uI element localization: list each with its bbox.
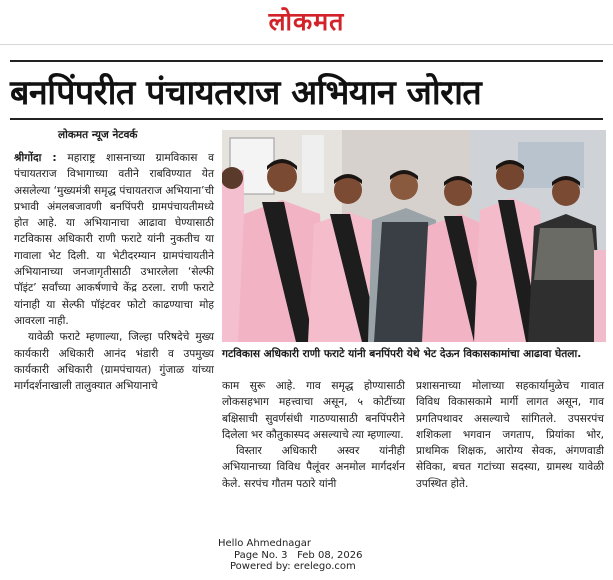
paragraph-text: महाराष्ट्र शासनाच्या ग्रामविकास व पंचायतराज विभागाच्या वतीने राबविण्यात येत असलेल्या ‘मुख्यमंत्री समृद्ध पंचायतराज अभियाना’ची प्रभावी अंमलबजावणी बनपिंपरी ग्रामपंचायतीमध्ये होत आहे. या अभियानाचा आढावा घेण्यासाठी गटविकास अधिकारी राणी फराटे यांनी नुकतीच या गावाला भेट दिली. या भेटीदरम्यान ग्रामपंचायतीने अभियानाच्या जनजागृतीसाठी उभारलेला ‘सेल्फी पॉइंट’ सर्वांच्या आकर्षणाचे केंद्र ठरला. राणी फराटे यांनाही या सेल्फी पॉइंटवर फोटो काढण्याचा मोह आवरला नाही. (14, 152, 214, 327)
paragraph (14, 150, 214, 329)
dateline-place: श्रीगोंदा : (14, 152, 57, 164)
paragraph: विस्तार अधिकारी अस्वर यांनीही अभियानाच्या विविध पैलूंवर अनमोल मार्गदर्शन केले. सरपंच गौतम पठारे यांनी (222, 445, 405, 490)
top-rule (10, 60, 603, 62)
paragraph: यावेळी फराटे म्हणाल्या, जिल्हा परिषदेचे मुख्य कार्यकारी अधिकारी आनंद भंडारी व उपमुख्य कार्यकारी अधिकारी (ग्रामपंचायत) गुंजाळ यांच्या मार्गदर्शनाखाली तालुक्यात अभियानाचे (14, 331, 214, 393)
byline: लोकमत न्यूज नेटवर्क (58, 129, 138, 141)
powered-by: Powered by: erelego.com (230, 561, 356, 572)
paragraph: प्रशासनाच्या मोलाच्या सहकार्यामुळेच गावात विविध विकासकामे मार्गी लागत असून, गाव प्रगतिपथावर असल्याचे सांगितले. उपसरपंच शशिकला भगवान जगताप, प्रियांका भोर, प्राथमिक शिक्षक, आरोग्य सेवक, अंगणवाडी सेविका, बचत गटांच्या सदस्या, ग्रामस्थ यावेळी उपस्थित होते. (416, 380, 604, 490)
newspaper-logo: लोकमत (268, 7, 345, 36)
page-footer (218, 538, 363, 573)
article-column-3 (416, 378, 604, 492)
edition-date: Feb 08, 2026 (297, 549, 363, 561)
headline: बनपिंपरीत पंचायतराज अभियान जोरात (10, 73, 482, 113)
photo-caption: गटविकास अधिकारी राणी फराटे यांनी बनपिंपरी येथे भेट देऊन विकासकामांचा आढावा घेतला. (222, 348, 582, 360)
masthead (0, 0, 613, 45)
paragraph: काम सुरू आहे. गाव समृद्ध होण्यासाठी लोकसहभाग महत्त्वाचा असून, ५ कोटींच्या बक्षिसाची सुवर्णसंधी गाठण्यासाठी बनपिंपरीने दिलेला भर कौतुकास्पद असल्याचे त्या म्हणाल्या. (222, 380, 405, 441)
page-info (218, 550, 363, 562)
headline-rule (10, 118, 603, 120)
article-photo (222, 130, 606, 342)
edition-name: Hello Ahmednagar (218, 538, 311, 549)
article-column-1 (14, 150, 214, 394)
page-number: Page No. 3 (234, 549, 288, 561)
article-column-2 (222, 378, 405, 492)
group-photo-illustration (222, 130, 606, 342)
